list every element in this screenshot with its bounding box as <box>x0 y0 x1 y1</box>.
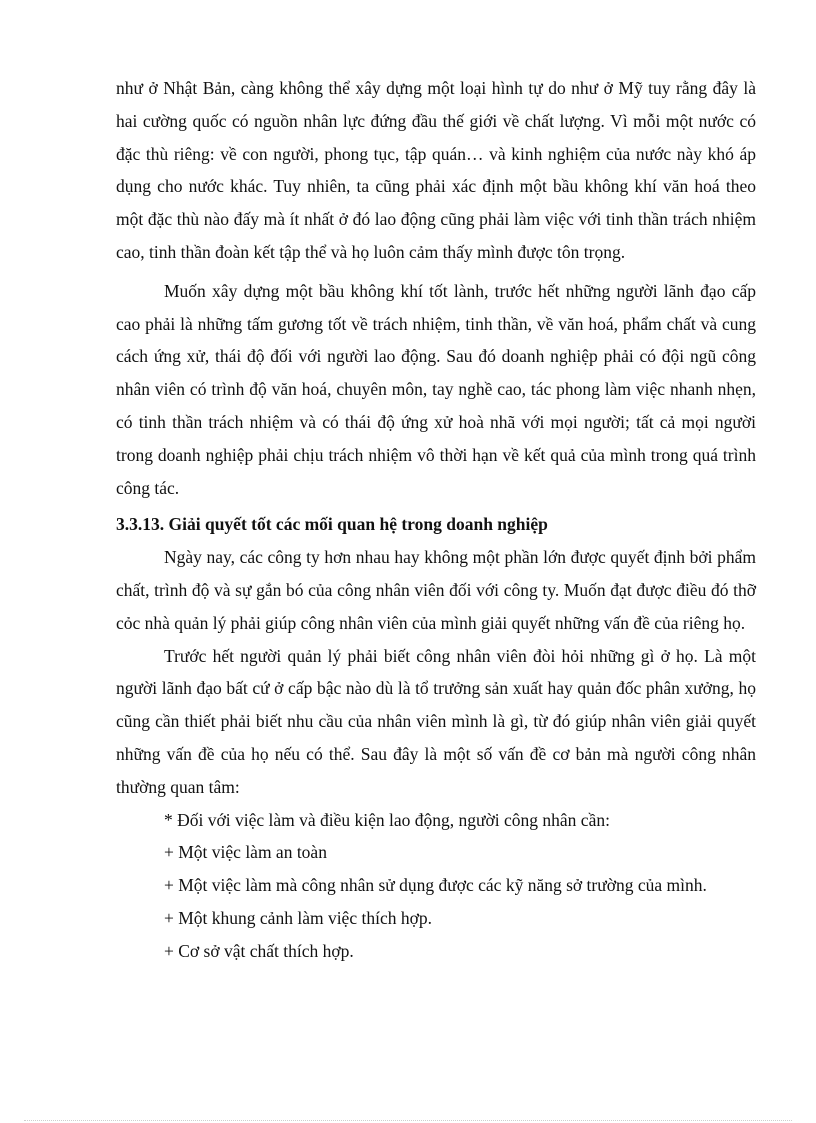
page-content <box>116 72 756 968</box>
paragraph-manager-needs: Trước hết người quản lý phải biết công nhân viên đòi hỏi những gì ở họ. Là một người lãnh đạo bất cứ ở cấp bậc nào dù là tổ trưởng sản xuất hay quản đốc phân xưởng, họ cũng cần thiết phải biết nhu cầu của nhân viên mình là gì, từ đó giúp nhân viên giải quyết những vấn đề của họ nếu có thể. Sau đây là một số vấn đề cơ bản mà người công nhân thường quan tâm: <box>116 645 756 797</box>
paragraph-continuation: như ở Nhật Bản, càng không thể xây dựng một loại hình tự do như ở Mỹ tuy rằng đây là hai cường quốc có nguồn nhân lực đứng đầu thế giới về chất lượng. Vì mỗi một nước có đặc thù riêng: về con người, phong tục, tập quán… và kinh nghiệm của nước này khó áp dụng cho nước khác. Tuy nhiên, ta cũng phải xác định một bầu không khí văn hoá theo một đặc thù nào đấy mà ít nhất ở đó lao động cũng phải làm việc với tinh thần trách nhiệm cao, tinh thần đoàn kết tập thể và họ luôn cảm thấy mình được tôn trọng. <box>116 78 756 262</box>
paragraph-workplace-culture: Muốn xây dựng một bầu không khí tốt lành, trước hết những người lãnh đạo cấp cao phải là những tấm gương tốt về trách nhiệm, tinh thần, về văn hoá, phẩm chất và cung cách ứng xử, thái độ đối với người lao động. Sau đó doanh nghiệp phải có đội ngũ công nhân viên có trình độ văn hoá, chuyên môn, tay nghề cao, tác phong làm việc nhanh nhẹn, có tinh thần trách nhiệm và có thái độ ứng xử hoà nhã với mọi người; tất cả mọi người trong doanh nghiệp phải chịu trách nhiệm vô thời hạn về kết quả của mình trong quá trình công tác. <box>116 280 756 498</box>
list-item-work-setting: + Một khung cảnh làm việc thích hợp. <box>164 907 432 928</box>
list-item-safe-job: + Một việc làm an toàn <box>164 842 327 863</box>
page-bottom-rule <box>24 1120 792 1121</box>
paragraph-company-relations: Ngày nay, các công ty hơn nhau hay không một phần lớn được quyết định bởi phẩm chất, trình độ và sự gắn bó của công nhân viên đối với công ty. Muốn đạt được điều đó thỡ cỏc nhà quản lý phải giúp công nhân viên của mình giải quyết những vấn đề của riêng họ. <box>116 547 756 633</box>
section-heading: 3.3.13. Giải quyết tốt các mối quan hệ trong doanh nghiệp <box>116 514 548 535</box>
list-item-facilities: + Cơ sở vật chất thích hợp. <box>164 940 354 961</box>
list-item-skills: + Một việc làm mà công nhân sử dụng được các kỹ năng sở trường của mình. <box>164 875 707 896</box>
list-intro: * Đối với việc làm và điều kiện lao động, người công nhân cần: <box>164 809 610 830</box>
